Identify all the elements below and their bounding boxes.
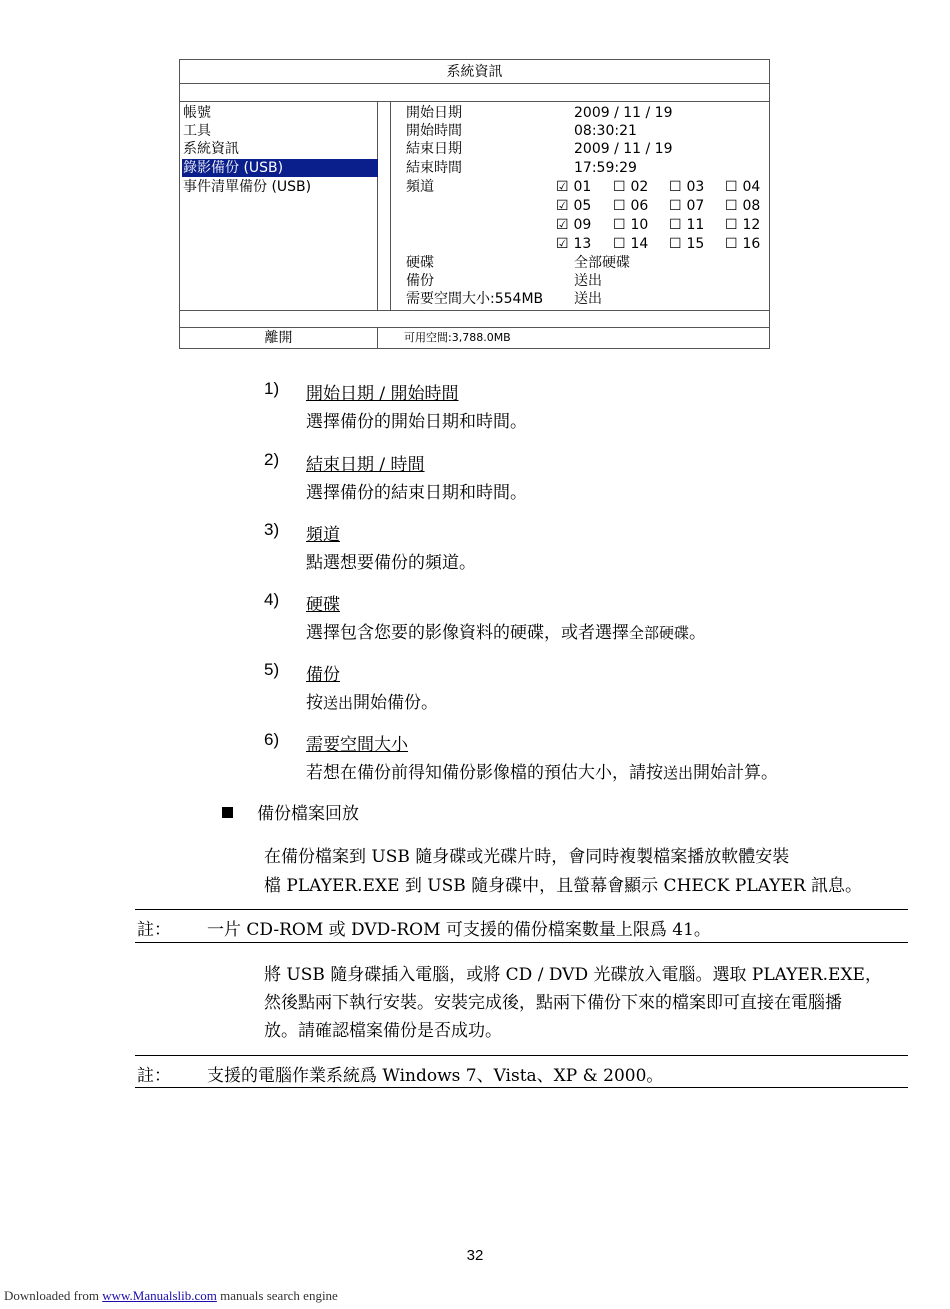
channel-checkbox-11[interactable]	[669, 216, 704, 234]
channel-checkbox-16[interactable]	[725, 235, 760, 253]
channel-number: 07	[682, 198, 705, 214]
divider	[135, 1087, 908, 1088]
step-desc: 按送出開始備份。	[306, 693, 439, 713]
step-desc: 選擇備份的開始日期和時間。	[306, 412, 527, 432]
hdd-value[interactable]: 全部硬碟	[574, 255, 630, 271]
backup-submit[interactable]: 送出	[574, 273, 602, 289]
end-date-label: 結束日期	[406, 141, 462, 157]
checkbox-empty-icon: ☐	[613, 179, 626, 195]
divider	[135, 909, 908, 910]
channel-number: 12	[738, 217, 761, 233]
backup-dialog	[179, 59, 770, 349]
step-number: 1)	[264, 379, 280, 398]
end-date-value[interactable]: 2009 / 11 / 19	[574, 141, 673, 157]
channel-number: 13	[569, 236, 592, 252]
step-desc: 若想在備份前得知備份影像檔的預估大小，請按送出開始計算。	[306, 763, 779, 783]
menu-item-record-backup[interactable]: 錄影備份 (USB)	[182, 159, 378, 177]
page-number: 32	[466, 1247, 484, 1264]
start-date-value[interactable]: 2009 / 11 / 19	[574, 105, 673, 121]
dialog-title: 系統資訊	[180, 60, 769, 84]
checkbox-empty-icon: ☐	[669, 198, 682, 214]
available-space: 可用空間:3,788.0MB	[404, 331, 511, 344]
hdd-label: 硬碟	[406, 255, 434, 271]
checkbox-empty-icon: ☐	[725, 198, 738, 214]
channel-checkbox-10[interactable]	[613, 216, 648, 234]
note-text: 支援的電腦作業系統爲 Windows 7、Vista、XP & 2000。	[207, 1066, 664, 1086]
channel-checkbox-05[interactable]	[556, 197, 591, 215]
checkbox-empty-icon: ☐	[725, 179, 738, 195]
channel-number: 14	[626, 236, 649, 252]
side-menu	[180, 102, 378, 310]
backup-label: 備份	[406, 273, 434, 289]
checkbox-empty-icon: ☐	[613, 217, 626, 233]
channel-checkbox-15[interactable]	[669, 235, 704, 253]
channel-checkbox-03[interactable]	[669, 178, 704, 196]
square-bullet-icon	[222, 807, 233, 818]
channel-checkbox-02[interactable]	[613, 178, 648, 196]
channel-number: 10	[626, 217, 649, 233]
paragraph-line: 將 USB 隨身碟插入電腦，或將 CD / DVD 光碟放入電腦。選取 PLAYER.EXE，	[264, 965, 882, 985]
channel-checkbox-14[interactable]	[613, 235, 648, 253]
step-title: 硬碟	[306, 595, 340, 615]
step-number: 3)	[264, 520, 280, 539]
download-footer: Downloaded from www.Manualslib.com manuals search engine	[4, 1288, 338, 1303]
step-desc: 選擇包含您要的影像資料的硬碟，或者選擇全部硬碟。	[306, 623, 707, 643]
checkbox-empty-icon: ☐	[669, 179, 682, 195]
step-number: 2)	[264, 450, 280, 469]
channel-number: 06	[626, 198, 649, 214]
step-title: 結束日期 / 時間	[306, 455, 425, 475]
channel-checkbox-01[interactable]	[556, 178, 591, 196]
dialog-band	[180, 84, 769, 102]
menu-item-account[interactable]: 帳號	[183, 105, 211, 121]
channel-checkbox-08[interactable]	[725, 197, 760, 215]
menu-item-event-backup[interactable]: 事件清單備份 (USB)	[183, 179, 312, 195]
checkbox-empty-icon: ☐	[613, 236, 626, 252]
step-title: 開始日期 / 開始時間	[306, 384, 459, 404]
channel-checkbox-04[interactable]	[725, 178, 760, 196]
channel-number: 11	[682, 217, 705, 233]
paragraph-line: 在備份檔案到 USB 隨身碟或光碟片時，會同時複製檔案播放軟體安裝	[264, 847, 790, 867]
channel-number: 02	[626, 179, 649, 195]
section-heading: 備份檔案回放	[222, 799, 359, 824]
manualslib-link[interactable]: www.Manualslib.com	[102, 1288, 217, 1303]
checkbox-empty-icon: ☐	[669, 217, 682, 233]
paragraph-line: 然後點兩下執行安裝。安裝完成後，點兩下備份下來的檔案即可直接在電腦播	[264, 993, 842, 1013]
paragraph-line: 放。請確認檔案備份是否成功。	[264, 1021, 502, 1041]
channel-label: 頻道	[406, 179, 434, 195]
required-size-submit[interactable]: 送出	[574, 291, 602, 307]
divider	[135, 1055, 908, 1056]
channel-number: 05	[569, 198, 592, 214]
checkbox-empty-icon: ☐	[613, 198, 626, 214]
channel-number: 08	[738, 198, 761, 214]
channel-number: 16	[738, 236, 761, 252]
step-title: 備份	[306, 665, 340, 685]
step-number: 4)	[264, 590, 280, 609]
channel-checkbox-13[interactable]	[556, 235, 591, 253]
start-time-value[interactable]: 08:30:21	[574, 123, 637, 139]
note-label: 註：	[137, 1066, 171, 1086]
menu-item-tools[interactable]: 工具	[183, 123, 211, 139]
exit-button[interactable]: 離開	[180, 328, 378, 348]
channel-number: 15	[682, 236, 705, 252]
channel-number: 04	[738, 179, 761, 195]
backup-panel	[390, 102, 769, 310]
checkbox-checked-icon: ☑	[556, 236, 569, 252]
end-time-label: 結束時間	[406, 160, 462, 176]
checkbox-checked-icon: ☑	[556, 179, 569, 195]
checkbox-empty-icon: ☐	[725, 236, 738, 252]
step-number: 5)	[264, 660, 280, 679]
checkbox-empty-icon: ☐	[725, 217, 738, 233]
channel-checkbox-06[interactable]	[613, 197, 648, 215]
checkbox-checked-icon: ☑	[556, 217, 569, 233]
channel-checkbox-12[interactable]	[725, 216, 760, 234]
step-number: 6)	[264, 730, 280, 749]
channel-number: 01	[569, 179, 592, 195]
required-size-label: 需要空間大小:554MB	[406, 291, 544, 307]
menu-item-system-info[interactable]: 系統資訊	[183, 141, 239, 157]
checkbox-empty-icon: ☐	[669, 236, 682, 252]
step-title: 頻道	[306, 525, 340, 545]
channel-checkbox-09[interactable]	[556, 216, 591, 234]
end-time-value[interactable]: 17:59:29	[574, 160, 637, 176]
start-date-label: 開始日期	[406, 105, 462, 121]
note-label: 註：	[137, 920, 171, 940]
step-desc: 點選想要備份的頻道。	[306, 553, 476, 573]
start-time-label: 開始時間	[406, 123, 462, 139]
checkbox-checked-icon: ☑	[556, 198, 569, 214]
step-desc: 選擇備份的結束日期和時間。	[306, 483, 527, 503]
divider	[135, 942, 908, 943]
dialog-bottom-band	[180, 310, 769, 328]
step-title: 需要空間大小	[306, 735, 408, 755]
note-text: 一片 CD-ROM 或 DVD-ROM 可支援的備份檔案數量上限爲 41。	[207, 920, 711, 940]
paragraph-line: 檔 PLAYER.EXE 到 USB 隨身碟中，且螢幕會顯示 CHECK PLAYER 訊息。	[264, 876, 863, 896]
channel-checkbox-07[interactable]	[669, 197, 704, 215]
channel-number: 03	[682, 179, 705, 195]
channel-number: 09	[569, 217, 592, 233]
